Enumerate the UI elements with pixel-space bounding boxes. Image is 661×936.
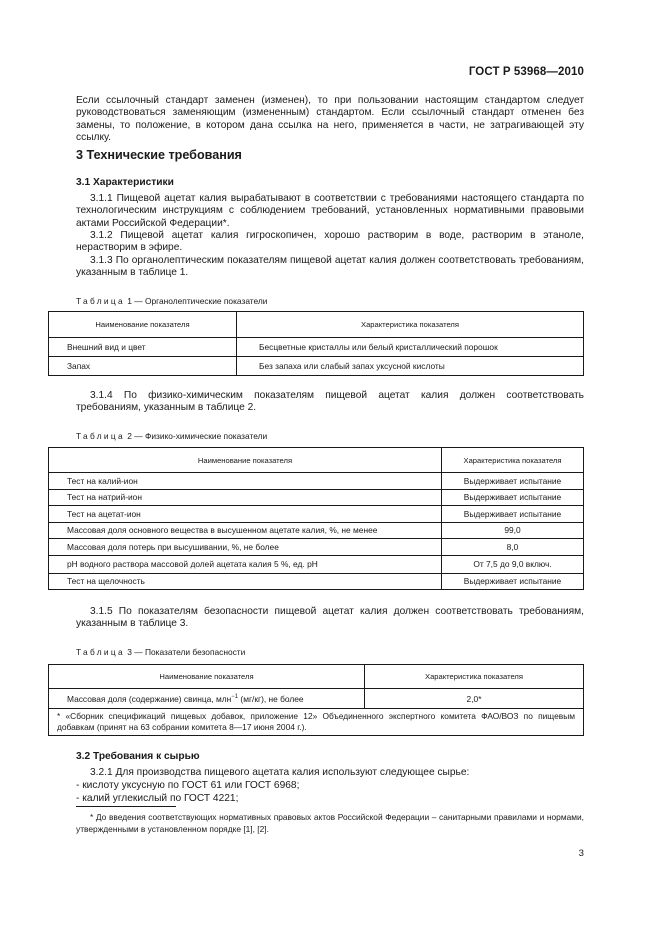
table-row bbox=[49, 506, 584, 523]
table-cell-name: Тест на натрий-ион bbox=[49, 489, 442, 506]
table-3-note: * «Сборник спецификаций пищевых добавок, приложение 12» Объединенного экспертного комитета ФАО/ВОЗ по пищевым добавкам (принят на 63 собрании комитета 8—17 июня 2004 г.). bbox=[49, 709, 584, 736]
table-header-row bbox=[49, 312, 584, 338]
subsection-3-1-title: 3.1 Характеристики bbox=[76, 177, 174, 188]
table-cell-name: Запах bbox=[49, 357, 237, 376]
lead-content-label: Массовая доля (содержание) свинца, млн bbox=[67, 693, 232, 704]
table-header-cell: Характеристика показателя bbox=[442, 448, 584, 473]
paragraph-3-1-1: 3.1.1 Пищевой ацетат калия вырабатывают в соответствии с требованиями настоящего стандарта по технологическим инструкциям с соблюдением требований, установленных нормативными правовыми актами Российской Федерации*. bbox=[76, 193, 584, 229]
table-cell-value: 2,0* bbox=[365, 689, 584, 709]
paragraph-3-1-2: 3.1.2 Пищевой ацетат калия гигроскопичен, хорошо растворим в воде, растворим в этаноле, нерастворим в эфире. bbox=[76, 230, 584, 254]
table-row bbox=[49, 539, 584, 556]
table-cell-name: Массовая доля потерь при высушивании, %, не более bbox=[49, 539, 442, 556]
table-2-physico-chemical bbox=[48, 447, 584, 590]
table-2-caption-word: Таблица bbox=[76, 431, 125, 441]
table-cell-name: Массовая доля основного вещества в высушенном ацетате калия, %, не менее bbox=[49, 522, 442, 539]
paragraph-3-2-1: 3.2.1 Для производства пищевого ацетата калия используют следующее сырье: bbox=[90, 767, 470, 778]
table-cell-name: Внешний вид и цвет bbox=[49, 338, 237, 357]
subsection-3-2-title: 3.2 Требования к сырью bbox=[76, 751, 200, 762]
table-cell-name: рН водного раствора массовой долей ацетата калия 5 %, ед. рН bbox=[49, 555, 442, 573]
table-2-caption bbox=[76, 431, 267, 441]
table-row bbox=[49, 522, 584, 539]
list-item: - калий углекислый по ГОСТ 4221; bbox=[76, 793, 239, 804]
page-header-standard: ГОСТ Р 53968—2010 bbox=[468, 66, 584, 78]
intro-paragraph: Если ссылочный стандарт заменен (изменен), то при пользовании настоящим стандартом следует руководствоваться заменяющим (измененным) стандартом. Если ссылочный стандарт отменен без замены, то положение, в котором дана ссылка на него, применяется в части, не затрагивающей эту ссылку. bbox=[76, 95, 584, 144]
paragraph-3-1-5: 3.1.5 По показателям безопасности пищевой ацетат калия должен соответствовать требованиям, указанным в таблице 3. bbox=[76, 606, 584, 630]
table-row bbox=[49, 689, 584, 709]
table-1-caption bbox=[76, 296, 267, 306]
table-header-cell: Наименование показателя bbox=[49, 312, 237, 338]
table-cell-name: Тест на щелочность bbox=[49, 573, 442, 590]
table-row bbox=[49, 357, 584, 376]
table-cell-value: 99,0 bbox=[442, 522, 584, 539]
table-cell-value: Выдерживает испытание bbox=[442, 573, 584, 590]
table-cell-value: Без запаха или слабый запах уксусной кислоты bbox=[237, 357, 584, 376]
section-3-title: 3 Технические требования bbox=[76, 148, 242, 162]
table-cell-value: Выдерживает испытание bbox=[442, 473, 584, 490]
table-3-caption-word: Таблица bbox=[76, 647, 125, 657]
table-cell-value: Выдерживает испытание bbox=[442, 489, 584, 506]
table-cell-value: От 7,5 до 9,0 включ. bbox=[442, 555, 584, 573]
unit-exponent: −1 bbox=[231, 693, 239, 700]
table-row bbox=[49, 338, 584, 357]
paragraph-3-1-4: 3.1.4 По физико-химическим показателям пищевой ацетат калия должен соответствовать требованиям, указанным в таблице 2. bbox=[76, 390, 584, 414]
table-header-row bbox=[49, 665, 584, 689]
table-3-caption bbox=[76, 647, 245, 657]
table-row bbox=[49, 573, 584, 590]
table-cell-value: Бесцветные кристаллы или белый кристаллический порошок bbox=[237, 338, 584, 357]
table-3-safety bbox=[48, 664, 584, 736]
table-cell-name: Тест на калий-ион bbox=[49, 473, 442, 490]
table-cell-name bbox=[49, 689, 365, 709]
unit-suffix: (мг/кг), не более bbox=[238, 693, 304, 704]
paragraph-3-1-3: 3.1.3 По органолептическим показателям пищевой ацетат калия должен соответствовать требованиям, указанным в таблице 1. bbox=[76, 255, 584, 279]
table-row bbox=[49, 489, 584, 506]
table-1-caption-text: 1 — Органолептические показатели bbox=[124, 296, 268, 306]
table-note-row bbox=[49, 709, 584, 736]
table-3-caption-text: 3 — Показатели безопасности bbox=[124, 647, 246, 657]
table-1-organoleptic bbox=[48, 311, 584, 376]
table-header-cell: Наименование показателя bbox=[49, 448, 442, 473]
table-cell-value: Выдерживает испытание bbox=[442, 506, 584, 523]
table-row bbox=[49, 555, 584, 573]
footnote-divider bbox=[76, 806, 176, 807]
table-cell-name: Тест на ацетат-ион bbox=[49, 506, 442, 523]
table-2-caption-text: 2 — Физико-химические показатели bbox=[124, 431, 268, 441]
footnote: * До введения соответствующих нормативных правовых актов Российской Федерации – санитарными правилами и нормами, утвержденными в установленном порядке [1], [2]. bbox=[76, 812, 584, 834]
table-header-cell: Характеристика показателя bbox=[365, 665, 584, 689]
table-row bbox=[49, 473, 584, 490]
table-header-row bbox=[49, 448, 584, 473]
list-item: - кислоту уксусную по ГОСТ 61 или ГОСТ 6968; bbox=[76, 780, 300, 791]
table-cell-value: 8,0 bbox=[442, 539, 584, 556]
table-header-cell: Наименование показателя bbox=[49, 665, 365, 689]
table-header-cell: Характеристика показателя bbox=[237, 312, 584, 338]
page-number: 3 bbox=[578, 848, 584, 859]
table-1-caption-word: Таблица bbox=[76, 296, 125, 306]
